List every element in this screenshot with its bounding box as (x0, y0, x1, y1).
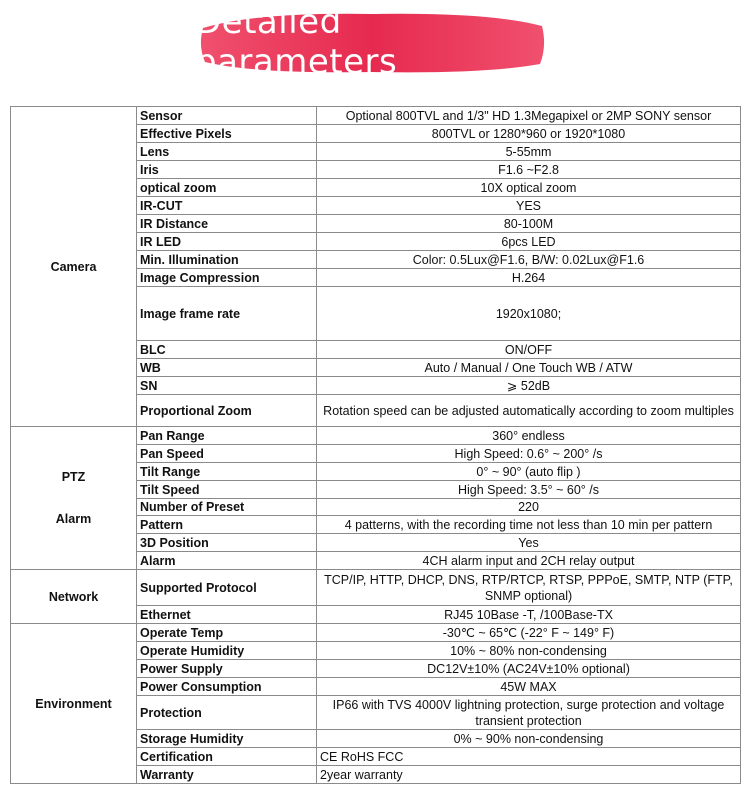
param-value: High Speed: 3.5° ~ 60° /s (317, 481, 741, 499)
param-name: Effective Pixels (137, 125, 317, 143)
table-row (11, 624, 741, 642)
param-value: F1.6 ~F2.8 (317, 161, 741, 179)
param-value: High Speed: 0.6° ~ 200° /s (317, 445, 741, 463)
param-name: Pan Range (137, 427, 317, 445)
category-gap (14, 485, 133, 511)
param-value: 10% ~ 80% non-condensing (317, 642, 741, 660)
param-name: Operate Temp (137, 624, 317, 642)
param-name: Proportional Zoom (137, 395, 317, 427)
param-name: Storage Humidity (137, 730, 317, 748)
category-cell (11, 624, 137, 784)
param-name: Supported Protocol (137, 570, 317, 606)
param-value: 360° endless (317, 427, 741, 445)
param-name: Image Compression (137, 269, 317, 287)
category-label: PTZ (61, 470, 86, 484)
param-name: Sensor (137, 107, 317, 125)
param-value: Auto / Manual / One Touch WB / ATW (317, 359, 741, 377)
param-value: TCP/IP, HTTP, DHCP, DNS, RTP/RTCP, RTSP, PPPoE, SMTP, NTP (FTP, SNMP optional) (317, 570, 741, 606)
param-name: Pattern (137, 516, 317, 534)
category-label: Network (48, 589, 99, 604)
spec-table (10, 106, 741, 784)
param-value: Color: 0.5Lux@F1.6, B/W: 0.02Lux@F1.6 (317, 251, 741, 269)
param-name: Protection (137, 696, 317, 730)
banner (0, 0, 750, 104)
param-name: Min. Illumination (137, 251, 317, 269)
param-value: DC12V±10% (AC24V±10% optional) (317, 660, 741, 678)
param-name: Power Supply (137, 660, 317, 678)
category-label: Camera (50, 259, 97, 274)
param-value: 2year warranty (317, 766, 741, 784)
param-value: Optional 800TVL and 1/3" HD 1.3Megapixel or 2MP SONY sensor (317, 107, 741, 125)
param-value: 0% ~ 90% non-condensing (317, 730, 741, 748)
param-name: optical zoom (137, 179, 317, 197)
param-name: Number of Preset (137, 499, 317, 516)
param-name: IR LED (137, 233, 317, 251)
param-value: IP66 with TVS 4000V lightning protection, surge protection and voltage transient protection (317, 696, 741, 730)
param-value: 0° ~ 90° (auto flip ) (317, 463, 741, 481)
param-value: 10X optical zoom (317, 179, 741, 197)
param-value: RJ45 10Base -T, /100Base-TX (317, 606, 741, 624)
param-value: 220 (317, 499, 741, 516)
param-name: Alarm (137, 552, 317, 570)
category-label: Alarm (55, 512, 92, 526)
param-name: Image frame rate (137, 287, 317, 341)
page-title: Detailed parameters (195, 2, 398, 82)
param-name: IR-CUT (137, 197, 317, 215)
param-name: Pan Speed (137, 445, 317, 463)
param-value: 5-55mm (317, 143, 741, 161)
param-name: Operate Humidity (137, 642, 317, 660)
param-name: BLC (137, 341, 317, 359)
param-name: Ethernet (137, 606, 317, 624)
param-name: WB (137, 359, 317, 377)
param-name: Iris (137, 161, 317, 179)
table-row (11, 570, 741, 606)
param-value: -30℃ ~ 65℃ (-22° F ~ 149° F) (317, 624, 741, 642)
param-value: ON/OFF (317, 341, 741, 359)
param-name: Power Consumption (137, 678, 317, 696)
category-cell (11, 570, 137, 624)
param-value: YES (317, 197, 741, 215)
category-cell (11, 427, 137, 570)
param-name: Lens (137, 143, 317, 161)
param-value: ⩾ 52dB (317, 377, 741, 395)
param-value: CE RoHS FCC (317, 748, 741, 766)
param-name: SN (137, 377, 317, 395)
param-name: Certification (137, 748, 317, 766)
param-name: IR Distance (137, 215, 317, 233)
param-value: 6pcs LED (317, 233, 741, 251)
param-name: Tilt Range (137, 463, 317, 481)
param-name: Warranty (137, 766, 317, 784)
param-value: Yes (317, 534, 741, 552)
param-value: 4 patterns, with the recording time not less than 10 min per pattern (317, 516, 741, 534)
param-name: Tilt Speed (137, 481, 317, 499)
param-value: 80-100M (317, 215, 741, 233)
param-value: H.264 (317, 269, 741, 287)
param-value: Rotation speed can be adjusted automatically according to zoom multiples (317, 395, 741, 427)
category-label: Environment (35, 696, 112, 711)
param-value: 1920x1080; (317, 287, 741, 341)
param-name: 3D Position (137, 534, 317, 552)
param-value: 800TVL or 1280*960 or 1920*1080 (317, 125, 741, 143)
table-row (11, 427, 741, 445)
param-value: 45W MAX (317, 678, 741, 696)
category-cell (11, 107, 137, 427)
table-row (11, 107, 741, 125)
param-value: 4CH alarm input and 2CH relay output (317, 552, 741, 570)
